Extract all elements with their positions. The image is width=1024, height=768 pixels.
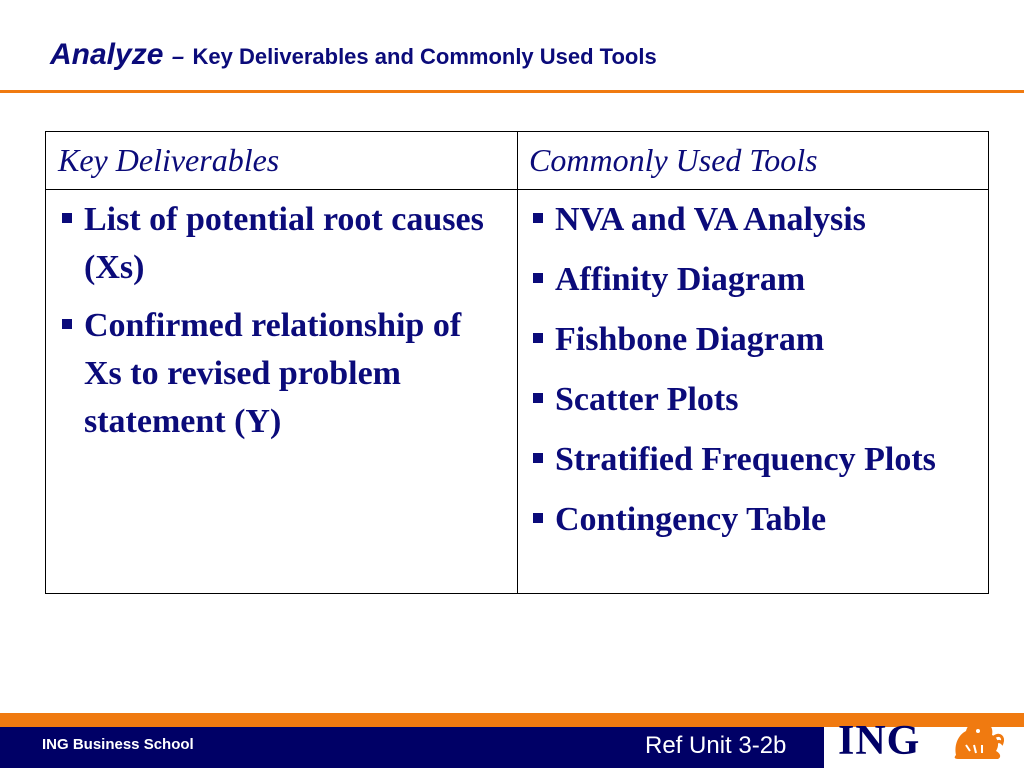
list-item-text: Scatter Plots <box>555 381 739 418</box>
list-item <box>529 496 979 544</box>
square-bullet-icon <box>533 333 543 343</box>
tools-list <box>529 196 979 556</box>
list-item <box>529 256 979 304</box>
title-divider <box>0 90 1024 93</box>
deliverables-tools-table <box>45 131 989 594</box>
list-item-text: Stratified Frequency Plots <box>555 441 936 478</box>
square-bullet-icon <box>533 213 543 223</box>
list-item <box>58 196 504 292</box>
list-item <box>529 436 979 484</box>
column-divider <box>517 132 518 593</box>
list-item-text: Contingency Table <box>555 501 827 538</box>
header-divider <box>46 189 988 190</box>
header-key-deliverables: Key Deliverables <box>58 142 280 178</box>
list-item-text: Confirmed relationship of Xs to revised problem statement (Y) <box>84 307 462 440</box>
slide-title <box>50 38 657 82</box>
list-item <box>58 302 504 446</box>
square-bullet-icon <box>533 453 543 463</box>
title-subtitle: Key Deliverables and Commonly Used Tools <box>192 44 657 69</box>
square-bullet-icon <box>533 513 543 523</box>
list-item-text: Affinity Diagram <box>555 261 806 298</box>
title-main: Analyze <box>50 38 164 71</box>
list-item-text: NVA and VA Analysis <box>555 201 866 238</box>
list-item <box>529 196 979 244</box>
logo-text: ING <box>838 718 921 764</box>
footer-school-name: ING Business School <box>42 736 194 753</box>
header-commonly-used-tools: Commonly Used Tools <box>529 142 818 178</box>
list-item-text: Fishbone Diagram <box>555 321 825 358</box>
square-bullet-icon <box>62 213 72 223</box>
square-bullet-icon <box>533 273 543 283</box>
list-item <box>529 376 979 424</box>
list-item <box>529 316 979 364</box>
deliverables-list <box>58 196 504 456</box>
list-item-text: List of potential root causes (Xs) <box>84 201 484 286</box>
footer-ref-unit: Ref Unit 3-2b <box>645 732 787 759</box>
ing-logo <box>838 713 1008 763</box>
square-bullet-icon <box>62 319 72 329</box>
title-separator: – <box>171 44 185 69</box>
square-bullet-icon <box>533 393 543 403</box>
ing-lion-logo-icon <box>946 715 1006 761</box>
